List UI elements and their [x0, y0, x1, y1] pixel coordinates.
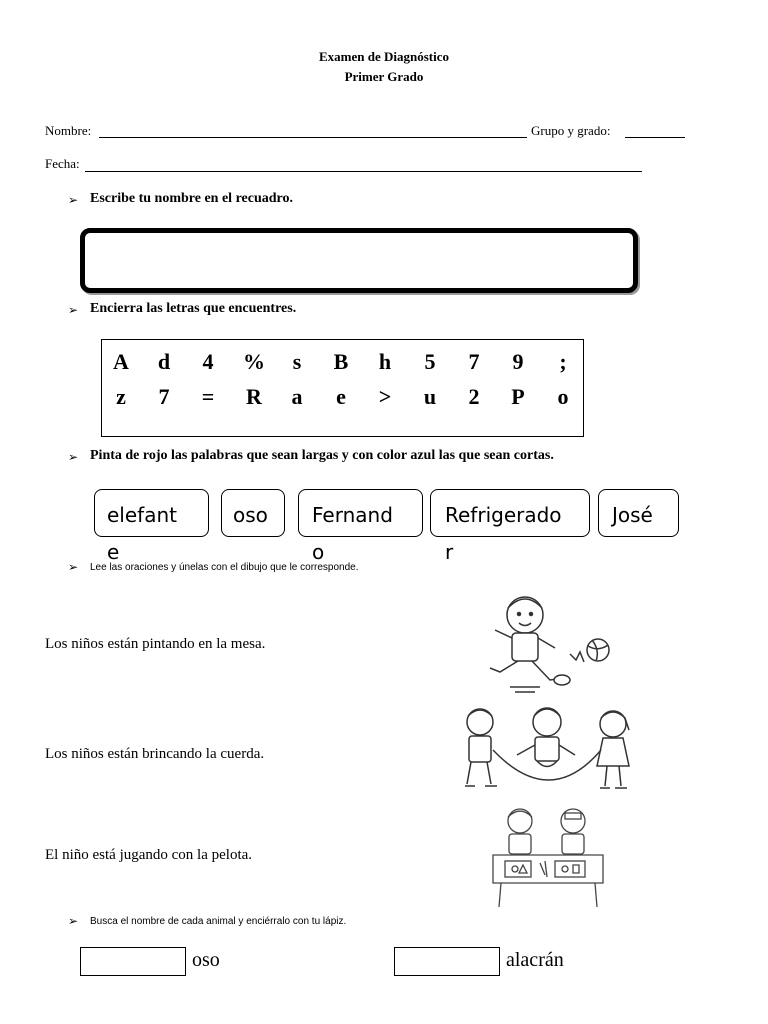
sentence-3[interactable]: El niño está jugando con la pelota.: [45, 847, 253, 863]
q3-instruction: Pinta de rojo las palabras que sean largas y con color azul las que sean cortas.: [90, 448, 554, 463]
page-subtitle: Primer Grado: [344, 69, 424, 84]
letter[interactable]: P: [511, 384, 525, 409]
letter[interactable]: 7: [158, 384, 170, 409]
animal-word-alacran: alacrán: [506, 949, 564, 971]
bullet-arrow-icon: ➢: [68, 303, 79, 317]
page-title: Examen de Diagnóstico: [319, 49, 449, 64]
letter[interactable]: ;: [559, 349, 567, 374]
letter[interactable]: s: [292, 349, 302, 374]
letter[interactable]: d: [157, 349, 171, 374]
answer-box-alacran[interactable]: [394, 947, 500, 976]
q5-instruction: Busca el nombre de cada animal y enciérralo con tu lápiz.: [90, 916, 347, 927]
word-jose: José: [612, 503, 653, 527]
nombre-label: Nombre:: [45, 123, 92, 138]
letter[interactable]: 5: [424, 349, 436, 374]
bullet-arrow-icon: ➢: [68, 914, 79, 928]
kids-painting-at-table-drawing[interactable]: [485, 803, 610, 911]
letter[interactable]: R: [246, 384, 262, 409]
letter[interactable]: o: [557, 384, 569, 409]
grupo-label: Grupo y grado:: [531, 123, 611, 138]
letter[interactable]: h: [378, 349, 392, 374]
letter[interactable]: B: [333, 349, 349, 374]
q1-instruction: Escribe tu nombre en el recuadro.: [90, 191, 293, 206]
word-refrigerador: Refrigerado: [445, 503, 562, 527]
letter[interactable]: 9: [512, 349, 524, 374]
kids-jumping-rope-drawing[interactable]: [455, 700, 645, 800]
answer-box-oso[interactable]: [80, 947, 186, 976]
letter[interactable]: z: [116, 384, 126, 409]
q2-instruction: Encierra las letras que encuentres.: [90, 301, 297, 316]
animal-word-oso: oso: [192, 949, 220, 971]
word-overflow-letter: o: [312, 540, 325, 564]
word-elefante: elefant: [107, 503, 177, 527]
bullet-arrow-icon: ➢: [68, 450, 79, 464]
letter[interactable]: 4: [202, 349, 214, 374]
fecha-label: Fecha:: [45, 156, 80, 171]
sentence-1[interactable]: Los niños están pintando en la mesa.: [45, 636, 266, 652]
word-overflow-letter: e: [107, 540, 120, 564]
letter[interactable]: =: [201, 384, 215, 409]
nombre-line[interactable]: [99, 137, 527, 138]
letter[interactable]: A: [113, 349, 129, 374]
word-overflow-letter: r: [445, 540, 454, 564]
letter[interactable]: e: [336, 384, 346, 409]
letter[interactable]: 7: [468, 349, 480, 374]
grupo-line[interactable]: [625, 137, 685, 138]
name-write-box[interactable]: [80, 228, 638, 293]
boy-kicking-ball-drawing[interactable]: [480, 590, 620, 700]
letter[interactable]: a: [291, 384, 303, 409]
letter[interactable]: 2: [468, 384, 480, 409]
bullet-arrow-icon: ➢: [68, 560, 79, 574]
sentence-2[interactable]: Los niños están brincando la cuerda.: [45, 746, 265, 762]
bullet-arrow-icon: ➢: [68, 193, 79, 207]
word-oso: oso: [233, 503, 268, 527]
letter[interactable]: >: [378, 384, 392, 409]
q4-instruction: Lee las oraciones y únelas con el dibujo que le corresponde.: [90, 562, 359, 573]
letter[interactable]: %: [243, 349, 265, 374]
letter[interactable]: u: [423, 384, 437, 409]
word-fernando: Fernand: [312, 503, 393, 527]
fecha-line[interactable]: [85, 171, 642, 172]
letters-box: [101, 339, 584, 437]
